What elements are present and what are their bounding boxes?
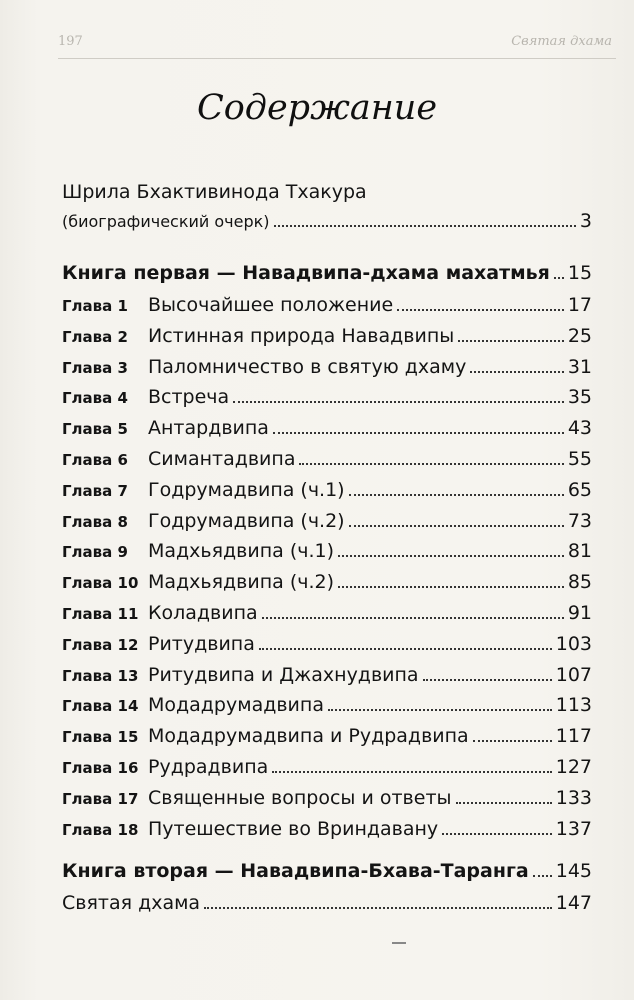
chapter-title: Ритудвипа и Джахнудвипа [148,664,419,686]
chapter-title: Встреча [148,386,230,408]
chapter-title: Модадрумадвипа [148,694,324,716]
chapter-label: Глава 6 [62,451,128,469]
chapter-title: Ритудвипа [148,633,255,655]
toc-page-number: 85 [567,571,592,593]
chapter-title: Высочайшее положение [148,294,394,316]
toc-chapter-row[interactable] [62,352,592,380]
toc-intro-line1[interactable] [62,178,592,206]
chapter-title: Мадхьядвипа (ч.2) [148,571,335,593]
chapter-title: Путешествие во Вриндавану [148,818,439,840]
chapter-label: Глава 18 [62,821,139,839]
toc-page-number: 133 [555,787,592,809]
toc-chapter-row[interactable] [62,475,592,503]
leader-dots [533,856,552,877]
toc-chapter-row[interactable] [62,721,592,749]
leader-dots [338,536,564,557]
toc-page-number: 113 [555,694,592,716]
chapter-label: Глава 11 [62,605,139,623]
chapter-label: Глава 9 [62,543,128,561]
toc-chapter-row[interactable] [62,444,592,472]
toc-page-number: 145 [555,860,592,882]
toc-page-number: 73 [567,510,592,532]
chapter-label: Глава 13 [62,667,139,685]
chapter-title: Рудрадвипа [148,756,269,778]
leader-dots [554,258,564,279]
toc-chapter-row[interactable] [62,598,592,626]
toc-intro-line2[interactable] [62,206,592,234]
leader-dots [299,444,563,465]
toc-page-number: 81 [567,540,592,562]
leader-dots [274,206,576,227]
toc-chapter-row[interactable] [62,814,592,842]
toc-page-number: 31 [567,356,592,378]
chapter-title: Мадхьядвипа (ч.1) [148,540,335,562]
leader-dots [338,567,564,588]
toc-page-number: 65 [567,479,592,501]
chapter-title: Симантадвипа [148,448,296,470]
leader-dots [442,814,552,835]
running-page-number: 197 [58,34,83,49]
chapter-title: Паломничество в святую дхаму [148,356,467,378]
chapter-title: Коладвипа [148,602,258,624]
chapter-label: Глава 2 [62,328,128,346]
chapter-label: Глава 5 [62,420,128,438]
leader-dots [259,629,552,650]
page-title: Содержание [196,88,438,128]
chapter-title: Годрумадвипа (ч.2) [148,510,345,532]
chapter-title: Модадрумадвипа и Рудрадвипа [148,725,469,747]
toc-page-number: 43 [567,417,592,439]
toc-page-number: 55 [567,448,592,470]
toc-chapter-row[interactable] [62,506,592,534]
toc-page-number: 35 [567,386,592,408]
toc-intro-subtitle: (биографический очерк) [62,212,270,231]
chapter-label: Глава 1 [62,297,128,315]
toc-page-number: 117 [555,725,592,747]
toc-chapter-row[interactable] [62,752,592,780]
toc-chapter-row[interactable] [62,290,592,318]
toc-chapter-row[interactable] [62,629,592,657]
toc-book-title: Книга вторая — Навадвипа-Бхава-Таранга [62,860,529,882]
chapter-label: Глава 16 [62,759,139,777]
leader-dots [423,660,552,681]
toc-chapter-row[interactable] [62,536,592,564]
toc-chapter-row[interactable] [62,783,592,811]
chapter-title: Священные вопросы и ответы [148,787,452,809]
toc-chapter-row[interactable] [62,567,592,595]
toc-entry-title: Святая дхама [62,892,201,914]
toc-page-number: 17 [567,294,592,316]
toc-book-one[interactable] [62,258,592,286]
toc-chapter-row[interactable] [62,382,592,410]
leader-dots [328,690,552,711]
leader-dots [233,382,564,403]
chapter-title: Истинная природа Навадвипы [148,325,455,347]
leader-dots [273,413,564,434]
toc-page-number: 3 [579,210,592,232]
leader-dots [272,752,551,773]
leader-dots [473,721,552,742]
toc-page-number: 127 [555,756,592,778]
leader-dots [458,321,564,342]
chapter-label: Глава 17 [62,790,139,808]
toc-page-number: 137 [555,818,592,840]
toc-intro-title: Шрила Бхактивинода Тхакура [62,181,367,203]
toc-last-entry[interactable] [62,888,592,916]
chapter-label: Глава 14 [62,697,139,715]
toc-chapter-row[interactable] [62,690,592,718]
leader-dots [204,888,552,909]
toc-book-title: Книга первая — Навадвипа-дхама махатмья [62,262,550,284]
toc-chapter-row[interactable] [62,321,592,349]
chapter-title: Антардвипа [148,417,269,439]
toc-page-number: 15 [567,262,593,284]
chapter-title: Годрумадвипа (ч.1) [148,479,345,501]
toc-page-number: 107 [555,664,592,686]
toc-chapter-row[interactable] [62,413,592,441]
running-head-rule [58,58,616,59]
leader-dots [397,290,564,311]
leader-dots [456,783,552,804]
running-title: Святая дхама [511,34,612,49]
print-mark [392,942,406,944]
leader-dots [470,352,563,373]
toc-chapter-row[interactable] [62,660,592,688]
toc-page-number: 147 [555,892,592,914]
chapter-label: Глава 3 [62,359,128,377]
toc-page-number: 91 [567,602,592,624]
chapter-label: Глава 10 [62,574,139,592]
leader-dots [349,475,564,496]
leader-dots [349,506,564,527]
leader-dots [262,598,564,619]
toc-page-number: 25 [567,325,592,347]
running-head [0,30,634,60]
toc-book-two[interactable] [62,856,592,884]
chapter-label: Глава 8 [62,513,128,531]
chapter-label: Глава 15 [62,728,139,746]
chapter-label: Глава 12 [62,636,139,654]
chapter-label: Глава 4 [62,389,128,407]
toc-page-number: 103 [555,633,592,655]
chapter-label: Глава 7 [62,482,128,500]
